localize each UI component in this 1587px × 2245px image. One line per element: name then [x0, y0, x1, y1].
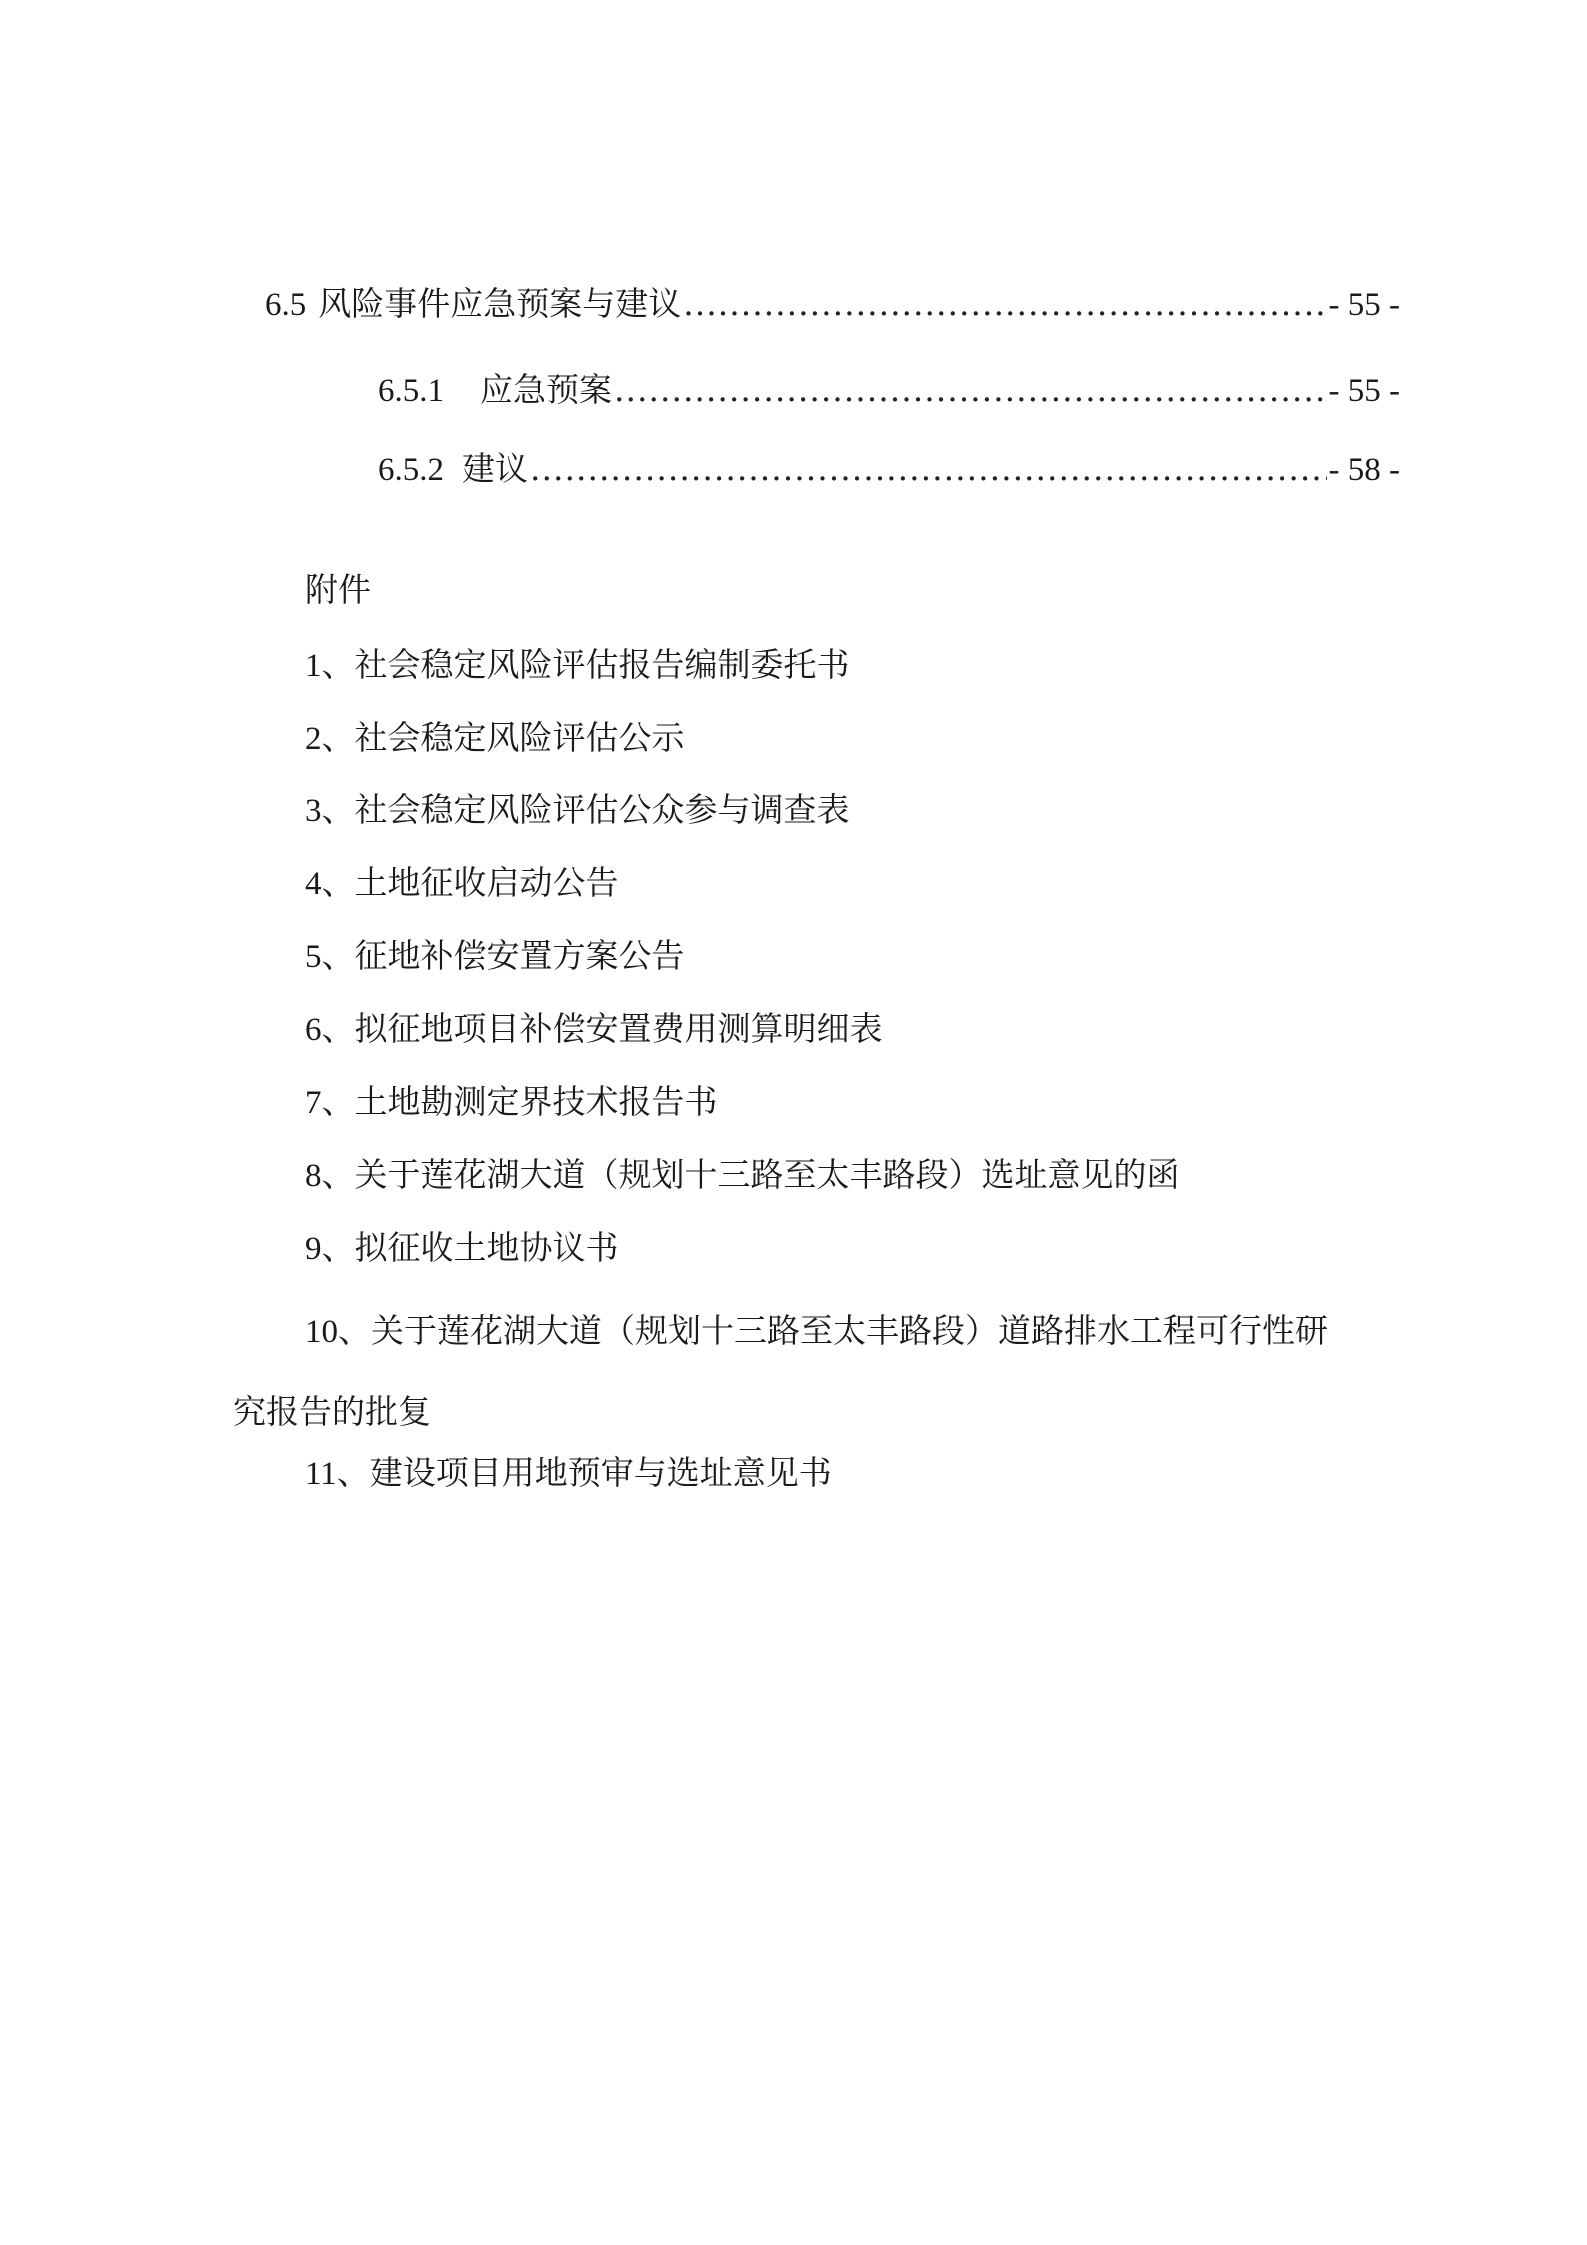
toc-leader-dots [614, 368, 1327, 412]
toc-title: 应急预案 [480, 370, 612, 409]
attachment-text: 拟征地项目补偿安置费用测算明细表 [354, 1009, 883, 1048]
attachment-index: 11 [305, 1456, 337, 1492]
attachment-item [305, 1153, 1180, 1198]
toc-entry[interactable] [265, 282, 1400, 327]
toc-title: 风险事件应急预案与建议 [318, 284, 682, 323]
attachment-separator: 、 [321, 1228, 355, 1267]
toc-page-number: - 58 - [1328, 452, 1400, 488]
attachment-index: 8 [305, 1158, 322, 1194]
attachment-separator: 、 [321, 1082, 355, 1121]
attachment-separator: 、 [336, 1453, 370, 1492]
attachment-text: 土地征收启动公告 [354, 863, 619, 902]
attachment-item [305, 861, 619, 906]
attachment-index: 10 [305, 1314, 338, 1350]
attachment-item [305, 716, 685, 761]
attachment-separator: 、 [321, 645, 355, 684]
attachment-text: 社会稳定风险评估公示 [354, 718, 685, 757]
attachment-text: 建设项目用地预审与选址意见书 [369, 1453, 832, 1492]
toc-leader-dots [683, 282, 1326, 326]
attachment-item [305, 788, 850, 833]
attachment-separator: 、 [321, 1155, 355, 1194]
attachment-text: 征地补偿安置方案公告 [354, 936, 685, 975]
attachment-item [305, 1080, 718, 1125]
attachment-item [305, 1226, 619, 1271]
attachment-separator: 、 [338, 1311, 371, 1350]
attachment-text: 拟征收土地协议书 [354, 1228, 619, 1267]
attachment-item [305, 1451, 832, 1496]
attachment-text: 社会稳定风险评估报告编制委托书 [354, 645, 850, 684]
toc-number: 6.5 [265, 287, 307, 323]
attachment-separator: 、 [321, 936, 355, 975]
attachment-separator: 、 [321, 718, 355, 757]
attachment-text: 土地勘测定界技术报告书 [354, 1082, 718, 1121]
toc-page-number: - 55 - [1328, 373, 1400, 409]
attachment-item [305, 1007, 883, 1052]
toc-leader-dots [530, 447, 1327, 491]
attachment-separator: 、 [321, 863, 355, 902]
attachment-index: 1 [305, 648, 322, 684]
attachment-index: 6 [305, 1012, 322, 1048]
attachment-text: 社会稳定风险评估公众参与调查表 [354, 790, 850, 829]
attachment-text: 关于莲花湖大道（规划十三路至太丰路段）选址意见的函 [354, 1155, 1180, 1194]
attachment-separator: 、 [321, 1009, 355, 1048]
attachment-index: 9 [305, 1231, 322, 1267]
toc-entry[interactable] [378, 368, 1400, 413]
attachment-separator: 、 [321, 790, 355, 829]
attachment-index: 7 [305, 1085, 322, 1121]
attachment-item [305, 934, 685, 979]
attachment-text: 关于莲花湖大道（规划十三路至太丰路段）道路排水工程可行性研究报告的批复 [233, 1311, 1328, 1431]
attachments-heading: 附件 [305, 570, 371, 609]
toc-page-number: - 55 - [1328, 287, 1400, 323]
toc-title: 建议 [462, 449, 528, 488]
attachment-item [233, 1291, 1333, 1451]
toc-entry[interactable] [378, 447, 1400, 492]
toc-number: 6.5.1 [378, 373, 444, 409]
attachment-item [305, 643, 850, 688]
attachment-index: 5 [305, 939, 322, 975]
toc-number: 6.5.2 [378, 452, 444, 488]
attachment-index: 4 [305, 866, 322, 902]
attachment-index: 3 [305, 793, 322, 829]
attachment-index: 2 [305, 721, 322, 757]
